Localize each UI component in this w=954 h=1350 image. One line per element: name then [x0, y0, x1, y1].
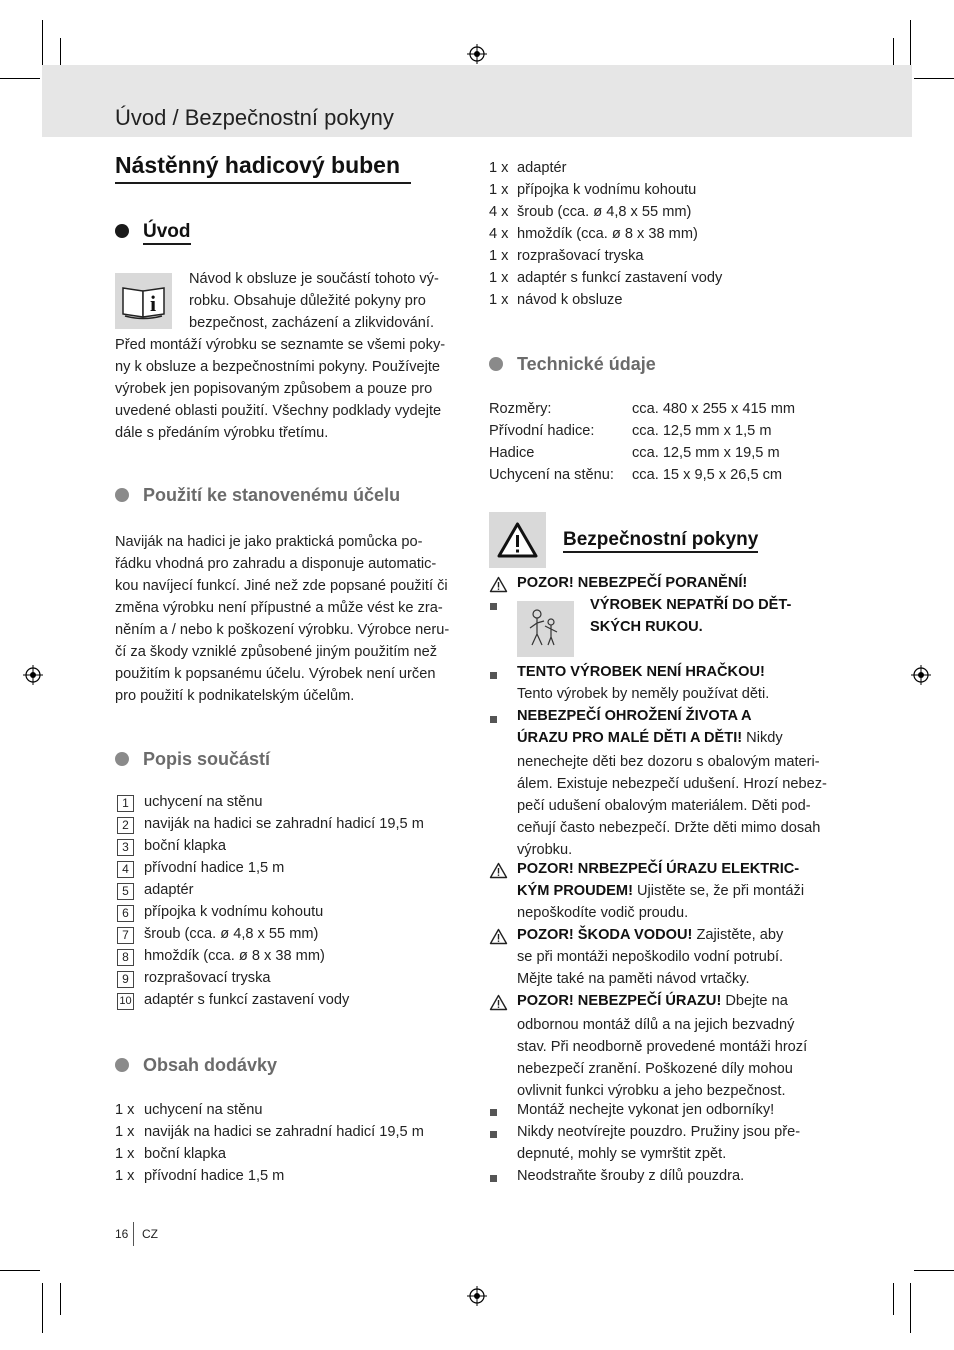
- section-heading-technicke: Technické údaje: [489, 354, 656, 375]
- electric-warning-line: KÝM PROUDEM! Ujistěte se, že při montáži: [517, 883, 805, 899]
- spec-label: Rozměry:: [489, 401, 552, 417]
- bullet-icon: [115, 488, 129, 502]
- crop-mark: [42, 20, 43, 70]
- crop-mark: [910, 20, 911, 70]
- delivery-qty: 1 x: [489, 160, 509, 176]
- list-bullet: [490, 672, 497, 679]
- final-warning: Montáž nechejte vykonat jen odborníky!: [517, 1102, 775, 1118]
- part-number-box: 7: [117, 927, 134, 944]
- danger-line: ÚRAZU PRO MALÉ DĚTI A DĚTI! Nikdy: [517, 730, 783, 746]
- part-label: rozprašovací tryska: [144, 970, 271, 986]
- intro-body-text: Před montáží výrobku se seznamte se všemi poky- ny k obsluze a bezpečnostními pokyny. Používejte výrobek jen popisovaným způsobem a pouze pro uvedené oblasti použití. Všechny podklady vydejte dále s předáním výrobku třetímu.: [115, 337, 446, 441]
- bullet-icon: [115, 224, 129, 238]
- warning-icon: [489, 862, 508, 879]
- part-label: naviják na hadici se zahradní hadicí 19,5 m: [144, 816, 424, 832]
- section-heading-pouziti: Použití ke stanovenému účelu: [115, 485, 400, 506]
- child-warning-line: SKÝCH RUKOU.: [590, 619, 703, 635]
- registration-mark-icon: [911, 665, 931, 685]
- child-warning-icon: [517, 601, 574, 657]
- part-number-box: 8: [117, 949, 134, 966]
- warning-title: POZOR! NEBEZPEČÍ PORANĚNÍ!: [517, 575, 748, 591]
- delivery-qty: 1 x: [115, 1124, 135, 1140]
- delivery-qty: 1 x: [115, 1168, 135, 1184]
- toy-warning-text: Tento výrobek by neměly používat děti.: [517, 686, 770, 702]
- delivery-qty: 4 x: [489, 204, 509, 220]
- part-number-box: 6: [117, 905, 134, 922]
- section-heading-obsah: Obsah dodávky: [115, 1055, 277, 1076]
- list-bullet: [490, 603, 497, 610]
- toy-warning-title: TENTO VÝROBEK NENÍ HRAČKOU!: [517, 664, 765, 680]
- spec-label: Uchycení na stěnu:: [489, 467, 614, 483]
- info-book-icon: [115, 273, 172, 329]
- part-label: boční klapka: [144, 838, 226, 854]
- part-number-box: 3: [117, 839, 134, 856]
- page-number: 16: [115, 1227, 129, 1241]
- delivery-item: návod k obsluze: [517, 292, 623, 308]
- delivery-item: šroub (cca. ø 4,8 x 55 mm): [517, 204, 692, 220]
- bullet-icon: [115, 752, 129, 766]
- spec-label: Přívodní hadice:: [489, 423, 595, 439]
- registration-mark-icon: [467, 1286, 487, 1306]
- delivery-qty: 4 x: [489, 226, 509, 242]
- crop-mark: [910, 1283, 911, 1333]
- injury-warning-line: POZOR! NEBEZPEČÍ ÚRAZU! Dbejte na: [517, 993, 788, 1009]
- crop-mark: [0, 78, 40, 79]
- section-heading-popis: Popis součástí: [115, 749, 270, 770]
- water-warning-text: se při montáži nepoškodilo vodní potrubí.: [517, 949, 784, 965]
- warning-icon: [489, 928, 508, 945]
- section-heading-uvod: Úvod: [115, 221, 191, 243]
- spec-value: cca. 480 x 255 x 415 mm: [632, 401, 796, 417]
- crop-mark: [893, 1283, 894, 1315]
- spec-value: cca. 12,5 mm x 1,5 m: [632, 423, 772, 439]
- delivery-item: rozprašovací tryska: [517, 248, 644, 264]
- electric-warning-title: POZOR! NRBEZPEČÍ ÚRAZU ELEKTRIC-: [517, 861, 800, 877]
- warning-triangle-icon: [489, 512, 546, 568]
- part-label: přípojka k vodnímu kohoutu: [144, 904, 324, 920]
- pouziti-text: Naviják na hadici je jako praktická pomůcka po- řádku vhodná pro zahradu a disponuje automatic- kou navíjecí funkcí. Jiné než zde popsané použití či změna výrobku není přípustné a může vést ke zra- něním a / nebo k poškození výrobku. Výrobce neru- čí za škody vzniklé způsobené jiným použitím než použitím k popsanému účelu. Výrobek není určen pro použití k podnikatelským účelům.: [115, 534, 450, 704]
- bullet-icon: [489, 357, 503, 371]
- delivery-qty: 1 x: [489, 182, 509, 198]
- electric-warning-text: nepoškodíte vodič proudu.: [517, 905, 689, 921]
- delivery-qty: 1 x: [489, 270, 509, 286]
- final-warning: depnuté, mohly se vymrštit zpět.: [517, 1146, 727, 1162]
- delivery-qty: 1 x: [115, 1146, 135, 1162]
- part-label: hmoždík (cca. ø 8 x 38 mm): [144, 948, 325, 964]
- section-heading-bezpecnost: Bezpečnostní pokyny: [563, 529, 758, 551]
- svg-text:i: i: [149, 291, 157, 316]
- footer-divider: [133, 1222, 134, 1246]
- crop-mark: [914, 1270, 954, 1271]
- list-bullet: [490, 1175, 497, 1182]
- header-title: Úvod / Bezpečnostní pokyny: [115, 105, 394, 130]
- spec-value: cca. 12,5 mm x 19,5 m: [632, 445, 780, 461]
- list-bullet: [490, 1131, 497, 1138]
- document-title: Nástěnný hadicový buben: [115, 152, 401, 178]
- delivery-qty: 1 x: [489, 292, 509, 308]
- delivery-qty: 1 x: [115, 1102, 135, 1118]
- delivery-item: uchycení na stěnu: [144, 1102, 263, 1118]
- delivery-item: přívodní hadice 1,5 m: [144, 1168, 285, 1184]
- danger-text: nenechejte děti bez dozoru s obalovým materi- álem. Existuje nebezpečí udušení. Hrozí nebez- pečí udušení obalovým materiálem. Děti pod- ceňují často nebezpečí. Držte děti mimo dosah výrobku.: [517, 754, 827, 858]
- part-label: uchycení na stěnu: [144, 794, 263, 810]
- title-underline: [115, 182, 411, 184]
- registration-mark-icon: [23, 665, 43, 685]
- spec-value: cca. 15 x 9,5 x 26,5 cm: [632, 467, 783, 483]
- part-number-box: 9: [117, 971, 134, 988]
- crop-mark: [42, 1283, 43, 1333]
- part-number-box: 10: [117, 993, 134, 1010]
- part-label: adaptér s funkcí zastavení vody: [144, 992, 350, 1008]
- injury-warning-text: odbornou montáž dílů a na jejich bezvadný stav. Při neodborně provedené montáži hrozí nebezpečí zranění. Poškozené díly mohou ovlivnit funkci výrobku a jeho bezpečnost.: [517, 1017, 808, 1099]
- spec-label: Hadice: [489, 445, 535, 461]
- crop-mark: [60, 1283, 61, 1315]
- final-warning: Nikdy neotvírejte pouzdro. Pružiny jsou pře-: [517, 1124, 801, 1140]
- delivery-item: přípojka k vodnímu kohoutu: [517, 182, 697, 198]
- warning-icon: [489, 994, 508, 1011]
- water-warning-line: POZOR! ŠKODA VODOU! Zajistěte, aby: [517, 927, 784, 943]
- part-number-box: 2: [117, 817, 134, 834]
- part-number-box: 4: [117, 861, 134, 878]
- delivery-item: boční klapka: [144, 1146, 226, 1162]
- delivery-item: naviják na hadici se zahradní hadicí 19,5 m: [144, 1124, 424, 1140]
- bullet-icon: [115, 1058, 129, 1072]
- part-label: přívodní hadice 1,5 m: [144, 860, 285, 876]
- part-label: adaptér: [144, 882, 194, 898]
- part-number-box: 1: [117, 795, 134, 812]
- crop-mark: [0, 1270, 40, 1271]
- intro-text: Návod k obsluze je součástí tohoto vý- robku. Obsahuje důležité pokyny pro bezpečnost, zacházení a zlikvidování.: [189, 271, 439, 331]
- water-warning-text: Mějte také na paměti návod vrtačky.: [517, 971, 750, 987]
- warning-icon: [489, 576, 508, 593]
- delivery-item: hmoždík (cca. ø 8 x 38 mm): [517, 226, 698, 242]
- list-bullet: [490, 1109, 497, 1116]
- delivery-item: adaptér s funkcí zastavení vody: [517, 270, 723, 286]
- delivery-qty: 1 x: [489, 248, 509, 264]
- part-label: šroub (cca. ø 4,8 x 55 mm): [144, 926, 319, 942]
- part-number-box: 5: [117, 883, 134, 900]
- final-warning: Neodstraňte šrouby z dílů pouzdra.: [517, 1168, 745, 1184]
- crop-mark: [914, 78, 954, 79]
- child-warning-line: VÝROBEK NEPATŘÍ DO DĚT-: [590, 597, 792, 613]
- language-code: CZ: [142, 1227, 158, 1241]
- delivery-item: adaptér: [517, 160, 567, 176]
- danger-title: NEBEZPEČÍ OHROŽENÍ ŽIVOTA A: [517, 708, 752, 724]
- registration-mark-icon: [467, 44, 487, 64]
- list-bullet: [490, 716, 497, 723]
